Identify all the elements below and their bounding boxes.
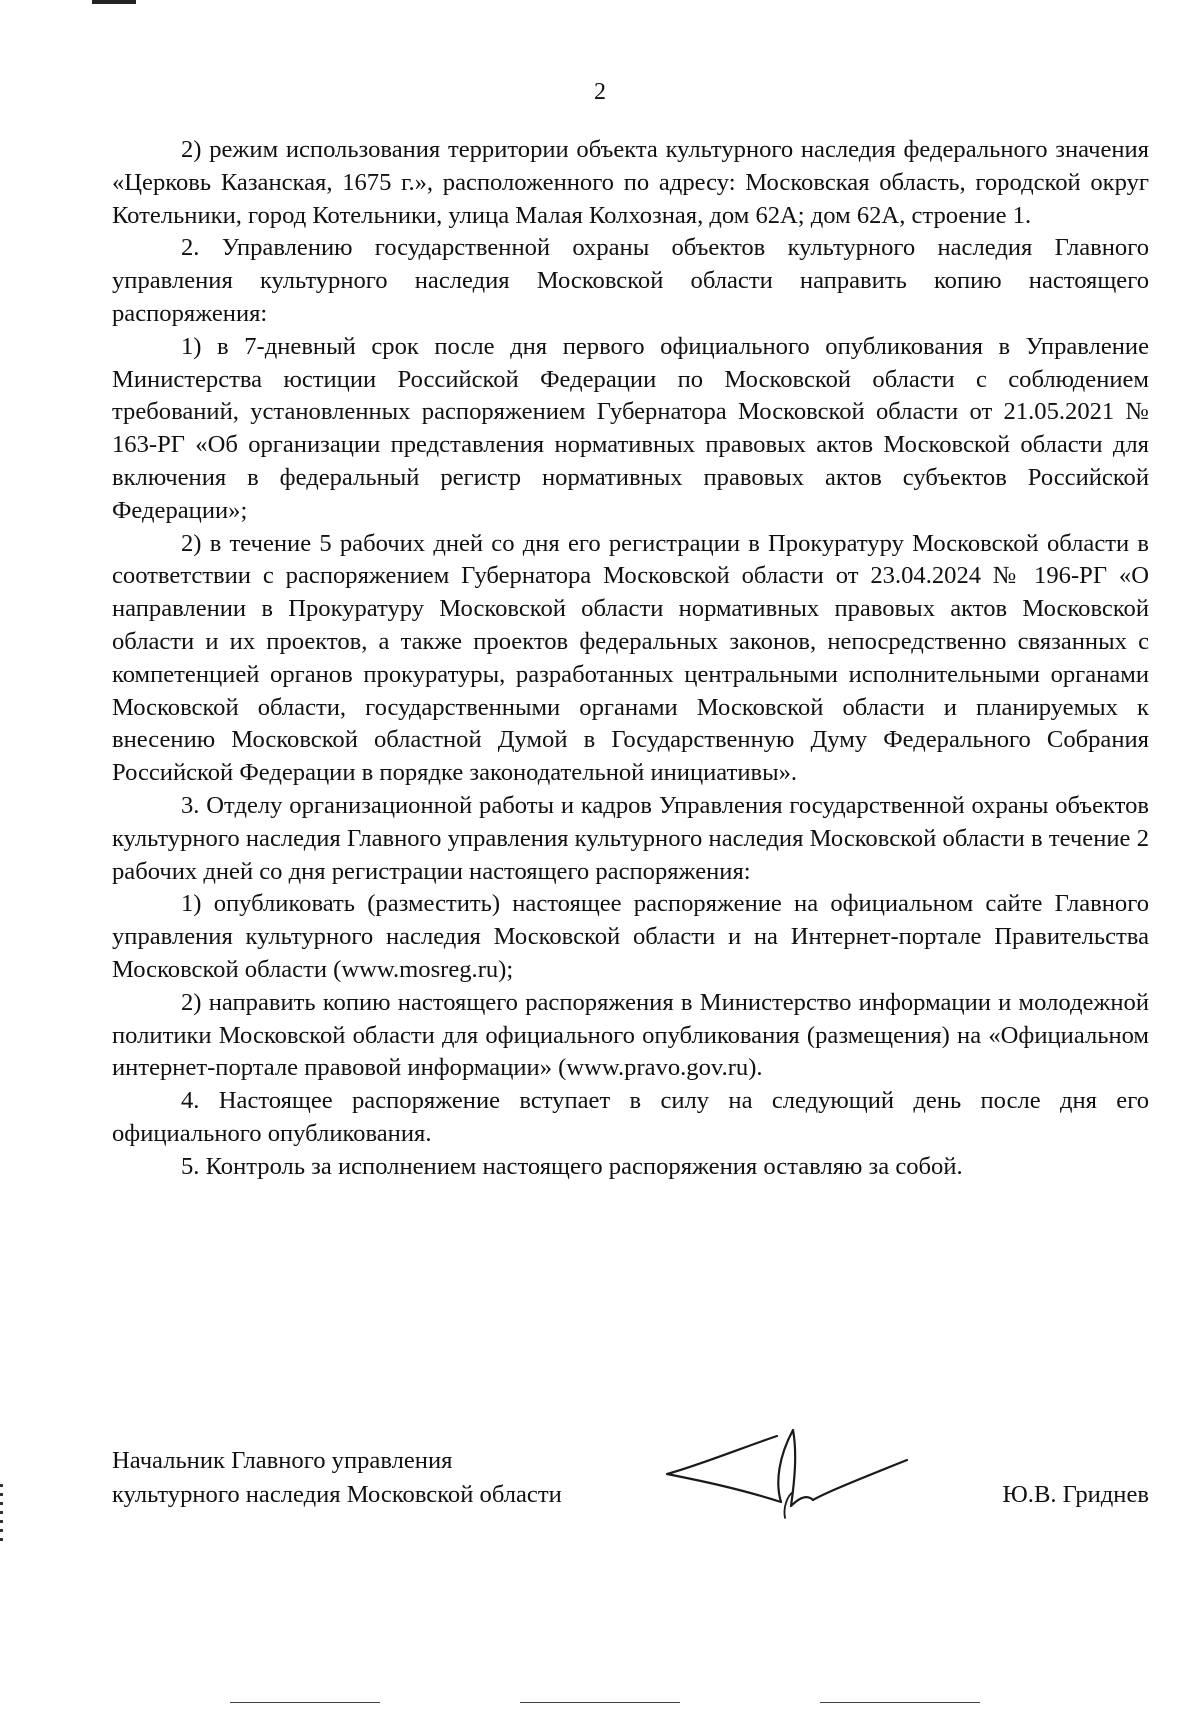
paragraph-item-2: 2. Управлению государственной охраны объектов культурного наследия Главного управления культурного наследия Московской области направить копию настоящего распоряжения:	[112, 234, 1149, 327]
paragraph-item-2-subitem-2: 2) режим использования территории объекта культурного наследия федерального значения «Церковь Казанская, 1675 г.», расположенного по адресу: Московская область, городской округ Котельники, город Котельники, улица Малая Колхозная, дом 62А; дом 62А, строение 1.	[112, 136, 1149, 229]
document-body	[112, 134, 1149, 1184]
signer-title: Начальник Главного управления культурного наследия Московской области	[112, 1447, 562, 1508]
scan-corner-mark	[92, 0, 136, 4]
bottom-rule-left	[230, 1702, 380, 1703]
bottom-rule-right	[820, 1702, 980, 1703]
signature-block	[112, 1444, 1149, 1524]
paragraph-item-4: 4. Настоящее распоряжение вступает в силу на следующий день после дня его официального опубликования.	[112, 1087, 1149, 1147]
paragraph-item-3-subitem-1: 1) опубликовать (разместить) настоящее распоряжение на официальном сайте Главного управления культурного наследия Московской области и на Интернет-портале Правительства Московской области (www.mosreg.ru);	[112, 890, 1149, 983]
bottom-rule-middle	[520, 1702, 680, 1703]
scan-edge-marks	[0, 1484, 3, 1544]
paragraph-item-2-subitem-1: 1) в 7-дневный срок после дня первого официального опубликования в Управление Министерства юстиции Российской Федерации по Московской области с соблюдением требований, установленных распоряжением Губернатора Московской области от 21.05.2021 № 163-РГ «Об организации представления нормативных правовых актов Московской области для включения в федеральный регистр нормативных правовых актов субъектов Российской Федерации»;	[112, 332, 1149, 524]
handwritten-signature	[657, 1422, 927, 1542]
signer-name: Ю.В. Гриднев	[1002, 1481, 1149, 1508]
paragraph-item-3: 3. Отделу организационной работы и кадров Управления государственной охраны объектов культурного наследия Главного управления культурного наследия Московской области в течение 2 рабочих дней со дня регистрации настоящего распоряжения:	[112, 791, 1149, 885]
paragraph-item-2-subitem-2b: 2) в течение 5 рабочих дней со дня его регистрации в Прокуратуру Московской области в соответствии с распоряжением Губернатора Московской области от 23.04.2024 № 196-РГ «О направлении в Прокуратуру Московской области нормативных правовых актов Московской области и их проектов, а также проектов федеральных законов, непосредственно связанных с компетенцией органов прокуратуры, разработанных центральными исполнительными органами Московской области, государственными органами Московской области и планируемых к внесению Московской областной Думой в Государственную Думу Федерального Собрания Российской Федерации в порядке законодательной инициативы».	[112, 529, 1149, 787]
paragraph-item-5: 5. Контроль за исполнением настоящего распоряжения оставляю за собой.	[181, 1152, 963, 1180]
page-number: 2	[594, 79, 606, 105]
paragraph-item-3-subitem-2: 2) направить копию настоящего распоряжения в Министерство информации и молодежной политики Московской области для официального опубликования (размещения) на «Официальном интернет-портале правовой информации» (www.pravo.gov.ru).	[112, 988, 1149, 1082]
